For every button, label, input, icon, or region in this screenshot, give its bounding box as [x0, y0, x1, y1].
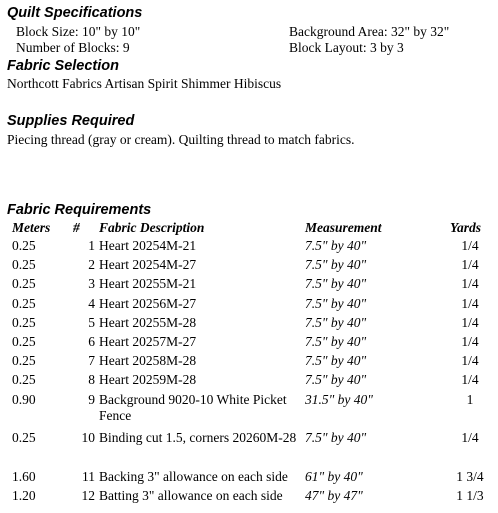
yards-cell: 1 3/4 — [456, 468, 484, 484]
number-cell: 1 — [88, 238, 95, 253]
yards-cell: 1/4 — [461, 372, 479, 388]
fabric-selection-heading: Fabric Selection — [7, 58, 120, 74]
column-header-meters: Meters — [12, 220, 51, 235]
supplies-required-text: Piecing thread (gray or cream). Quilting thread to match fabrics. — [7, 132, 355, 147]
yards-cell: 1/4 — [461, 314, 479, 330]
table-row — [0, 392, 498, 431]
meters-cell: 0.25 — [12, 333, 36, 349]
meters-cell: 0.25 — [12, 257, 36, 273]
meters-cell: 0.25 — [12, 353, 36, 369]
yards-cell: 1/4 — [461, 430, 479, 445]
description-cell: Heart 20256M-27 — [99, 295, 197, 311]
yards-cell: 1/4 — [461, 353, 479, 369]
description-cell: Heart 20257M-27 — [99, 333, 197, 349]
measurement-cell: 7.5" by 40" — [305, 295, 367, 311]
measurement-cell: 7.5" by 40" — [305, 314, 367, 330]
number-cell: 5 — [88, 314, 95, 330]
block-size: Block Size: 10" by 10" — [16, 24, 141, 39]
description-cell: Heart 20255M-28 — [99, 314, 197, 330]
measurement-cell: 7.5" by 40" — [305, 276, 367, 292]
column-header-measurement: Measurement — [305, 220, 382, 235]
description-cell: Binding cut 1.5, corners 20260M-28 — [99, 430, 297, 445]
yards-cell: 1/4 — [461, 276, 479, 292]
table-row — [0, 372, 498, 391]
measurement-cell: 7.5" by 40" — [305, 257, 367, 273]
meters-cell: 1.60 — [12, 468, 36, 484]
meters-cell: 0.25 — [12, 238, 36, 253]
table-row — [0, 315, 498, 334]
number-cell: 9 — [88, 391, 95, 407]
yards-cell: 1 — [466, 391, 474, 407]
fabric-requirements-table — [0, 238, 498, 507]
meters-cell: 1.20 — [12, 487, 36, 503]
description-cell: Batting 3" allowance on each side — [99, 487, 283, 503]
table-row — [0, 353, 498, 372]
yards-cell: 1/4 — [461, 238, 479, 253]
number-cell: 10 — [81, 430, 95, 445]
description-cell: Heart 20255M-21 — [99, 276, 197, 292]
yards-cell: 1/4 — [461, 295, 479, 311]
yards-cell: 1/4 — [461, 333, 479, 349]
yards-cell: 1/4 — [461, 257, 479, 273]
table-row — [0, 257, 498, 276]
measurement-cell: 61" by 40" — [305, 468, 363, 484]
measurement-cell: 7.5" by 40" — [305, 333, 367, 349]
measurement-cell: 7.5" by 40" — [305, 372, 367, 388]
block-layout: Block Layout: 3 by 3 — [289, 40, 404, 55]
table-row — [0, 488, 498, 507]
meters-cell: 0.25 — [12, 295, 36, 311]
quilt-specifications-heading: Quilt Specifications — [7, 5, 143, 21]
description-cell: Backing 3" allowance on each side — [99, 468, 288, 484]
table-row — [0, 334, 498, 353]
column-header-number: # — [73, 220, 80, 235]
meters-cell: 0.25 — [12, 430, 36, 445]
number-cell: 3 — [88, 276, 95, 292]
number-cell: 7 — [88, 353, 95, 369]
measurement-cell: 7.5" by 40" — [305, 430, 367, 445]
measurement-cell: 7.5" by 40" — [305, 238, 367, 253]
meters-cell: 0.25 — [12, 276, 36, 292]
number-of-blocks: Number of Blocks: 9 — [16, 40, 130, 55]
number-cell: 12 — [81, 487, 95, 503]
number-cell: 11 — [82, 468, 95, 484]
yards-cell: 1 1/3 — [456, 487, 484, 503]
number-cell: 6 — [88, 333, 95, 349]
table-row — [0, 430, 498, 469]
column-header-yards: Yards — [450, 220, 482, 235]
measurement-cell: 7.5" by 40" — [305, 353, 367, 369]
column-header-description: Fabric Description — [99, 220, 205, 235]
number-cell: 2 — [88, 257, 95, 273]
description-cell: Background 9020-10 White Picket Fence — [99, 391, 287, 423]
measurement-cell: 47" by 47" — [305, 487, 363, 503]
supplies-required-heading: Supplies Required — [7, 113, 135, 129]
measurement-cell: 31.5" by 40" — [305, 391, 373, 407]
table-row — [0, 469, 498, 488]
description-cell: Heart 20259M-28 — [99, 372, 197, 388]
meters-cell: 0.25 — [12, 314, 36, 330]
table-row — [0, 238, 498, 257]
meters-cell: 0.25 — [12, 372, 36, 388]
table-row — [0, 276, 498, 295]
fabric-selection-text: Northcott Fabrics Artisan Spirit Shimmer Hibiscus — [7, 76, 282, 91]
fabric-requirements-heading: Fabric Requirements — [7, 202, 152, 218]
meters-cell: 0.90 — [12, 391, 36, 407]
background-area: Background Area: 32" by 32" — [289, 24, 450, 39]
table-row — [0, 296, 498, 315]
description-cell: Heart 20254M-21 — [99, 238, 197, 253]
description-cell: Heart 20258M-28 — [99, 353, 197, 369]
number-cell: 4 — [88, 295, 95, 311]
description-cell: Heart 20254M-27 — [99, 257, 197, 273]
number-cell: 8 — [88, 372, 95, 388]
